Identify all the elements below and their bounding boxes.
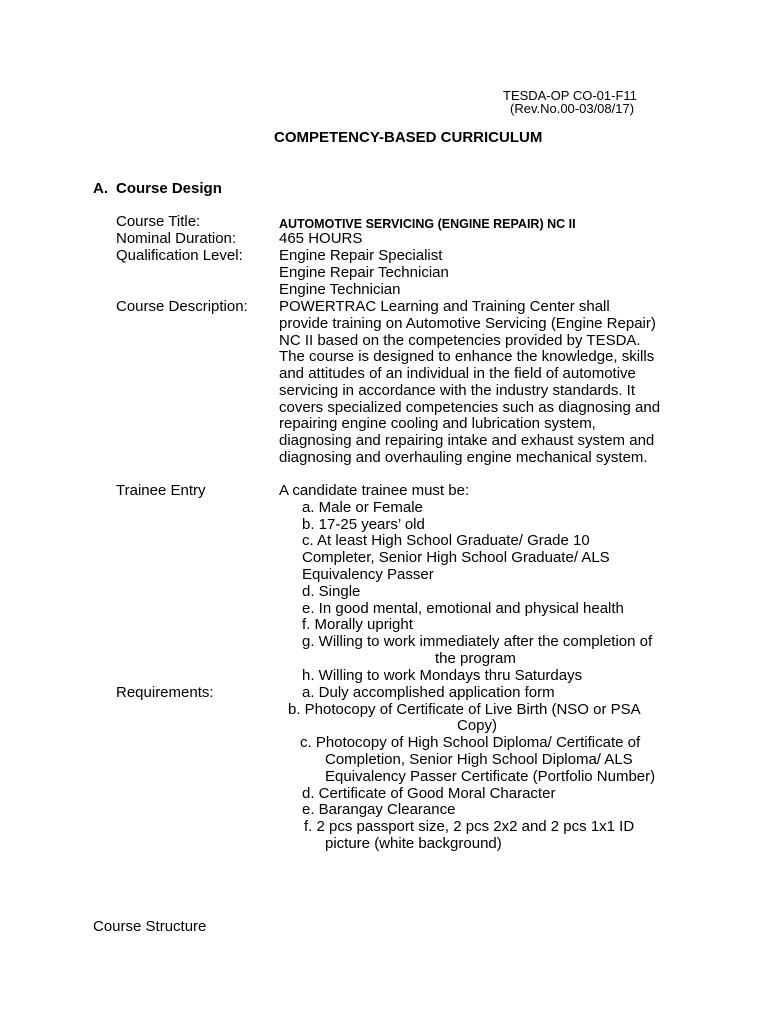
requirement-item: d. Certificate of Good Moral Character bbox=[302, 785, 556, 802]
trainee-entry-item: f. Morally upright bbox=[302, 616, 413, 633]
trainee-entry-item: b. 17-25 years’ old bbox=[302, 516, 425, 533]
trainee-entry-item: g. Willing to work immediately after the completion of bbox=[302, 633, 653, 650]
description-label: Course Description: bbox=[116, 298, 248, 315]
course-title-label: Course Title: bbox=[116, 213, 201, 230]
requirement-item: Copy) bbox=[457, 717, 498, 734]
qualification-value: Engine Repair Technician bbox=[279, 264, 449, 281]
requirement-item: Equivalency Passer Certificate (Portfolio Number) bbox=[325, 768, 656, 785]
trainee-entry-item: Equivalency Passer bbox=[302, 566, 434, 583]
trainee-entry-intro: A candidate trainee must be: bbox=[279, 482, 470, 499]
trainee-entry-item: h. Willing to work Mondays thru Saturdays bbox=[302, 667, 583, 684]
duration-value: 465 HOURS bbox=[279, 230, 363, 247]
trainee-entry-item: Completer, Senior High School Graduate/ ALS bbox=[302, 549, 610, 566]
description-line: diagnosing and repairing intake and exhaust system and bbox=[279, 432, 655, 449]
description-line: servicing in accordance with the industry standards. It bbox=[279, 382, 636, 399]
description-line: diagnosing and overhauling engine mechanical system. bbox=[279, 449, 648, 466]
trainee-entry-item: the program bbox=[435, 650, 516, 667]
requirement-item: c. Photocopy of High School Diploma/ Certificate of bbox=[300, 734, 641, 751]
course-structure-heading: Course Structure bbox=[93, 918, 207, 935]
qualification-value: Engine Repair Specialist bbox=[279, 247, 443, 264]
section-heading: Course Design bbox=[116, 180, 222, 197]
description-line: covers specialized competencies such as diagnosing and bbox=[279, 399, 661, 416]
qualification-label: Qualification Level: bbox=[116, 247, 243, 264]
description-line: repairing engine cooling and lubrication system, bbox=[279, 415, 596, 432]
requirements-label: Requirements: bbox=[116, 684, 214, 701]
course-title-value: AUTOMOTIVE SERVICING (ENGINE REPAIR) NC II bbox=[279, 217, 576, 231]
trainee-entry-item: e. In good mental, emotional and physical health bbox=[302, 600, 624, 617]
description-line: NC II based on the competencies provided by TESDA. bbox=[279, 332, 641, 349]
trainee-entry-item: d. Single bbox=[302, 583, 361, 600]
revision-number: (Rev.No.00-03/08/17) bbox=[510, 101, 635, 116]
document-title: COMPETENCY-BASED CURRICULUM bbox=[274, 129, 543, 146]
duration-label: Nominal Duration: bbox=[116, 230, 237, 247]
qualification-value: Engine Technician bbox=[279, 281, 401, 298]
requirement-item: picture (white background) bbox=[325, 835, 502, 852]
requirement-item: f. 2 pcs passport size, 2 pcs 2x2 and 2 pcs 1x1 ID bbox=[304, 818, 635, 835]
description-line: provide training on Automotive Servicing (Engine Repair) bbox=[279, 315, 656, 332]
description-line: POWERTRAC Learning and Training Center shall bbox=[279, 298, 610, 315]
requirement-item: Completion, Senior High School Diploma/ ALS bbox=[325, 751, 633, 768]
form-code: TESDA-OP CO-01-F11 bbox=[503, 88, 637, 103]
requirement-item: e. Barangay Clearance bbox=[302, 801, 456, 818]
trainee-entry-item: a. Male or Female bbox=[302, 499, 423, 516]
requirement-item: b. Photocopy of Certificate of Live Birth (NSO or PSA bbox=[288, 701, 641, 718]
trainee-entry-label: Trainee Entry bbox=[116, 482, 206, 499]
trainee-entry-item: c. At least High School Graduate/ Grade 10 bbox=[302, 532, 590, 549]
requirement-item: a. Duly accomplished application form bbox=[302, 684, 555, 701]
description-line: and attitudes of an individual in the field of automotive bbox=[279, 365, 636, 382]
section-letter: A. bbox=[93, 180, 108, 197]
description-line: The course is designed to enhance the knowledge, skills bbox=[279, 348, 655, 365]
